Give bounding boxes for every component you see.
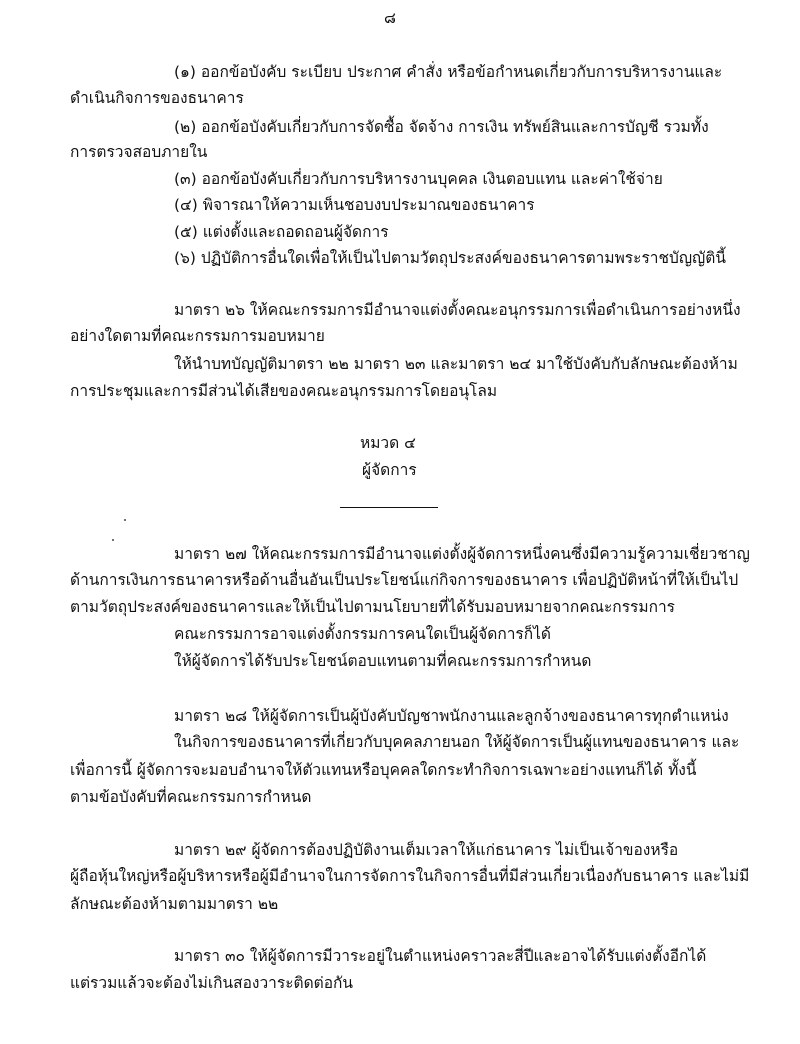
clause-line: ดำเนินกิจการของธนาคาร [70, 89, 244, 107]
section-line: มาตรา ๒๙ ผู้จัดการต้องปฏิบัติงานเต็มเวลาให้แก่ธนาคาร ไม่เป็นเจ้าของหรือ [174, 841, 679, 859]
section-line: มาตรา ๓๐ ให้ผู้จัดการมีวาระอยู่ในตำแหน่งคราวละสี่ปีและอาจได้รับแต่งตั้งอีกได้ [174, 947, 707, 965]
section-line: ในกิจการของธนาคารที่เกี่ยวกับบุคคลภายนอก ให้ผู้จัดการเป็นผู้แทนของธนาคาร และ [174, 733, 740, 751]
page-number: ๘ [384, 9, 396, 27]
chapter-title: ผู้จัดการ [362, 461, 417, 479]
section-line: คณะกรรมการอาจแต่งตั้งกรรมการคนใดเป็นผู้จัดการก็ได้ [174, 625, 551, 643]
chapter-number: หมวด ๔ [360, 434, 416, 452]
section-line: ให้ผู้จัดการได้รับประโยชน์ตอบแทนตามที่คณะกรรมการกำหนด [174, 652, 592, 670]
section-line: ให้นำบทบัญญัติมาตรา ๒๒ มาตรา ๒๓ และมาตรา ๒๔ มาใช้บังคับกับลักษณะต้องห้าม [174, 355, 738, 373]
scan-speck [112, 539, 114, 541]
scan-speck [124, 519, 126, 521]
section-line: มาตรา ๒๗ ให้คณะกรรมการมีอำนาจแต่งตั้งผู้จัดการหนึ่งคนซึ่งมีความรู้ความเชี่ยวชาญ [174, 545, 750, 563]
section-line: เพื่อการนี้ ผู้จัดการจะมอบอำนาจให้ตัวแทนหรือบุคคลใดกระทำกิจการเฉพาะอย่างแทนก็ได้ ทั้งนี้ [70, 761, 697, 779]
section-line: ด้านการเงินการธนาคารหรือด้านอื่นอันเป็นประโยชน์แก่กิจการของธนาคาร เพื่อปฏิบัติหน้าที่ให้เป็นไป [70, 571, 739, 589]
chapter-divider [340, 507, 438, 508]
clause-line: (๑) ออกข้อบังคับ ระเบียบ ประกาศ คำสั่ง หรือข้อกำหนดเกี่ยวกับการบริหารงานและ [174, 63, 723, 81]
clause-3: (๓) ออกข้อบังคับเกี่ยวกับการบริหารงานบุคคล เงินตอบแทน และค่าใช้จ่าย [174, 170, 663, 188]
section-line: ตามข้อบังคับที่คณะกรรมการกำหนด [70, 788, 312, 806]
clause-5: (๕) แต่งตั้งและถอดถอนผู้จัดการ [174, 223, 389, 241]
clause-6: (๖) ปฏิบัติการอื่นใดเพื่อให้เป็นไปตามวัตถุประสงค์ของธนาคารตามพระราชบัญญัตินี้ [174, 249, 726, 267]
section-line: มาตรา ๒๘ ให้ผู้จัดการเป็นผู้บังคับบัญชาพนักงานและลูกจ้างของธนาคารทุกตำแหน่ง [174, 707, 729, 725]
section-line: ผู้ถือหุ้นใหญ่หรือผู้บริหารหรือผู้มีอำนาจในการจัดการในกิจการอื่นที่มีส่วนเกี่ยวเนื่องกับธนาคาร และไม่มี [70, 867, 750, 885]
clause-4: (๔) พิจารณาให้ความเห็นชอบงบประมาณของธนาคาร [174, 196, 535, 214]
section-line: ลักษณะต้องห้ามตามมาตรา ๒๒ [70, 895, 279, 913]
section-line: แต่รวมแล้วจะต้องไม่เกินสองวาระติดต่อกัน [70, 974, 354, 992]
clause-line: (๒) ออกข้อบังคับเกี่ยวกับการจัดซื้อ จัดจ้าง การเงิน ทรัพย์สินและการบัญชี รวมทั้ง [174, 118, 709, 136]
section-line: อย่างใดตามที่คณะกรรมการมอบหมาย [70, 327, 325, 345]
section-line: ตามวัตถุประสงค์ของธนาคารและให้เป็นไปตามนโยบายที่ได้รับมอบหมายจากคณะกรรมการ [70, 598, 675, 616]
section-line: มาตรา ๒๖ ให้คณะกรรมการมีอำนาจแต่งตั้งคณะอนุกรรมการเพื่อดำเนินการอย่างหนึ่ง [174, 301, 741, 319]
section-line: การประชุมและการมีส่วนได้เสียของคณะอนุกรรมการโดยอนุโลม [70, 382, 498, 400]
clause-line: การตรวจสอบภายใน [70, 143, 208, 161]
